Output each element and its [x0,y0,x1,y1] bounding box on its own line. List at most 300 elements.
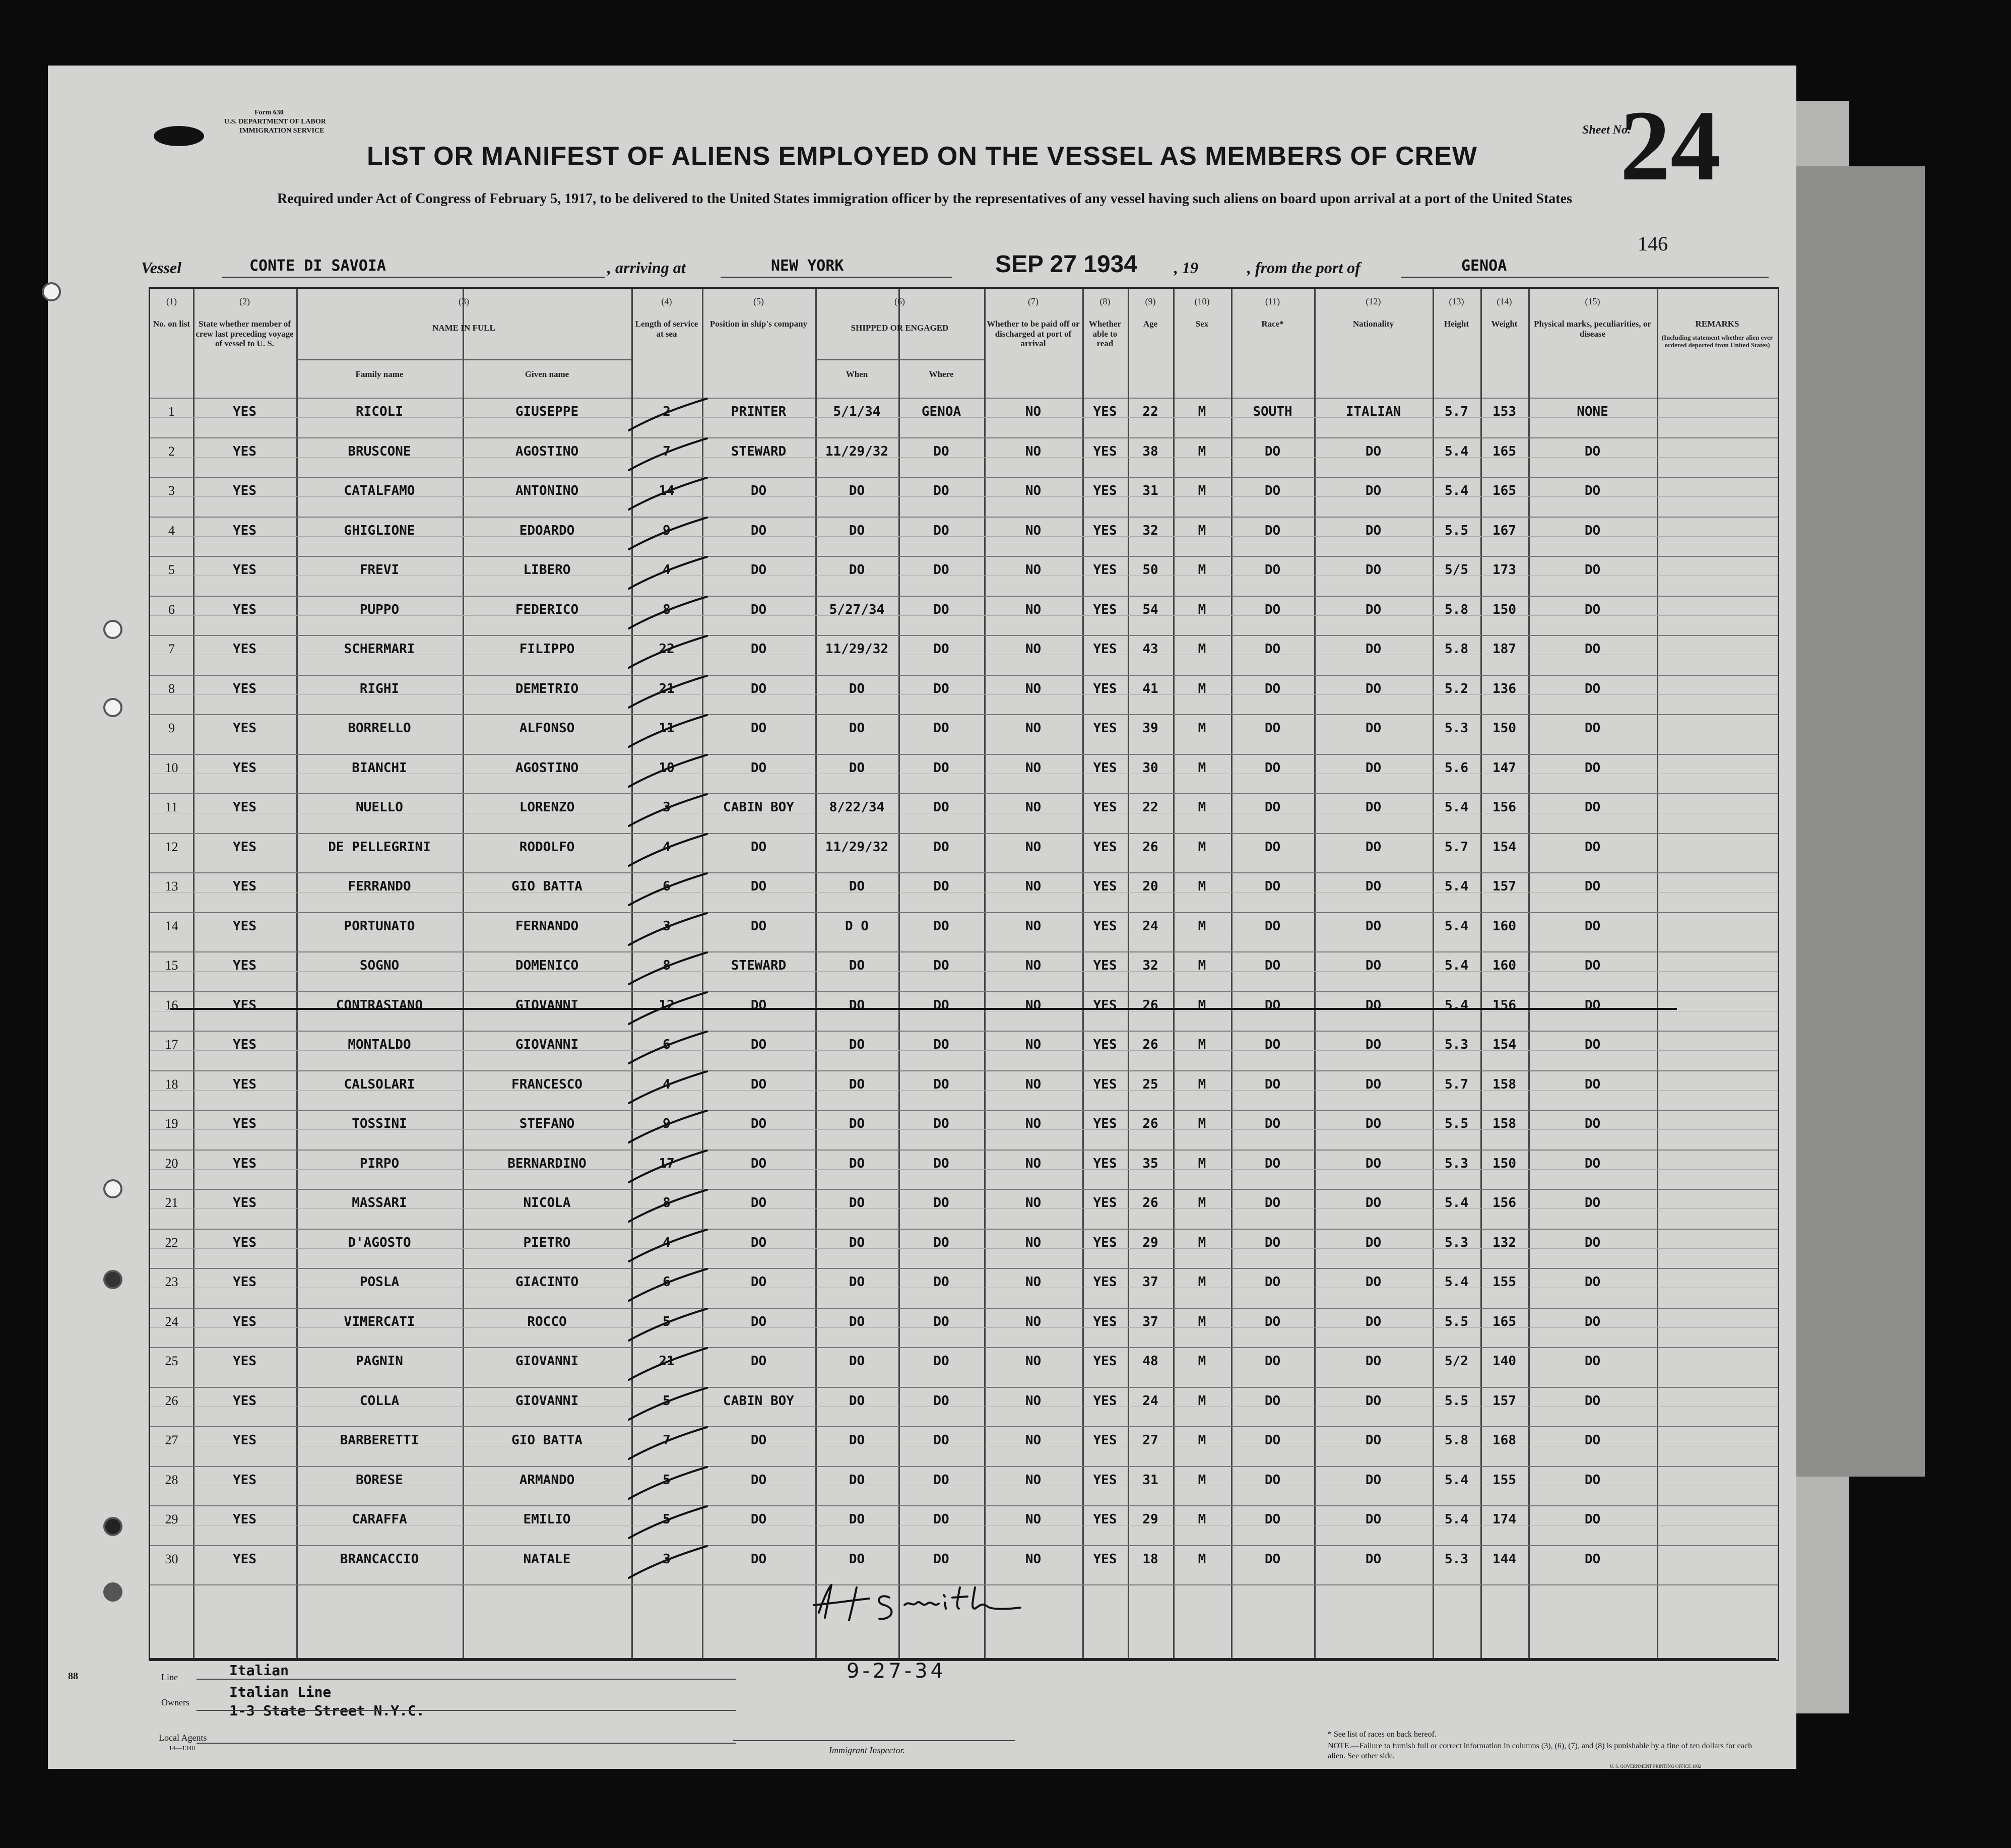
cell-when: DO [849,1551,865,1567]
cell-service: 4 [663,1235,671,1250]
cell-race: DO [1264,1393,1281,1409]
cell-read: YES [1093,1433,1117,1448]
cell-age: 50 [1142,562,1158,578]
cell-given: DOMENICO [515,958,579,974]
cell-where: DO [933,1195,949,1211]
cell-height: 5.7 [1445,1076,1468,1092]
where-subheader: Where [929,369,954,379]
column-header: Height [1444,319,1469,329]
service-name: IMMIGRATION SERVICE [239,127,325,135]
cell-nationality: DO [1365,642,1382,657]
note-races: * See list of races on back hereof. [1328,1730,1437,1739]
cell-paid: NO [1025,800,1042,815]
cell-member: YES [233,1551,256,1567]
tally-mark [621,1026,717,1071]
tally-mark [621,986,717,1032]
subheader-divider [898,359,899,398]
cell-weight: 150 [1493,602,1516,617]
cell-service: 5 [663,1472,671,1488]
cell-marks: DO [1584,443,1601,459]
cell-read: YES [1093,997,1117,1013]
cell-race: DO [1264,443,1281,459]
cell-weight: 140 [1493,1354,1516,1369]
owners-label: Owners [161,1697,189,1707]
cell-given: LIBERO [523,562,571,578]
cell-race: DO [1264,1472,1281,1488]
table-row [150,1189,1778,1229]
cell-age: 24 [1142,918,1158,934]
table-row [150,398,1778,437]
cell-position: DO [750,602,767,617]
cell-given: RODOLFO [519,839,575,855]
cell-age: 26 [1142,839,1158,855]
column-number: (1) [166,296,177,306]
cell-sex: M [1198,602,1206,617]
tally-mark [621,1500,717,1546]
cell-when: DO [849,483,865,499]
cell-weight: 174 [1493,1512,1516,1527]
cell-when: 11/29/32 [825,443,889,459]
cell-position: DO [750,562,767,578]
subheader-divider [463,359,464,398]
cell-height: 5.3 [1445,1551,1468,1567]
cell-given: FEDERICO [515,602,579,617]
cell-family: SCHERMARI [344,642,415,657]
cell-sex: M [1198,918,1206,934]
cell-given: NICOLA [523,1195,571,1211]
column-number: (6) [894,296,905,306]
cell-marks: DO [1584,1314,1601,1329]
cell-sex: M [1198,1156,1206,1171]
cell-where: DO [933,997,949,1013]
cell-nationality: DO [1365,1472,1382,1488]
cell-sex: M [1198,1037,1206,1053]
cell-height: 5.5 [1445,1314,1468,1329]
column-number: (14) [1497,296,1512,306]
tally-mark [621,512,717,557]
cell-weight: 165 [1493,483,1516,499]
column-header: NAME IN FULL [432,323,495,333]
cell-no: 30 [165,1551,178,1566]
cell-service: 7 [663,443,671,459]
page-number: 146 [1638,232,1668,255]
cell-weight: 157 [1493,879,1516,895]
cell-paid: NO [1025,1354,1042,1369]
cell-height: 5.3 [1445,1156,1468,1171]
cell-read: YES [1093,642,1117,657]
table-row [150,517,1778,556]
cell-no: 2 [168,443,175,459]
cell-no: 29 [165,1512,178,1527]
column-header: Sex [1195,319,1209,329]
cell-where: DO [933,642,949,657]
cell-height: 5.7 [1445,404,1468,420]
cell-height: 5.4 [1445,1512,1468,1527]
cell-age: 30 [1142,760,1158,776]
cell-marks: DO [1584,1551,1601,1567]
cell-position: DO [750,1512,767,1527]
cell-read: YES [1093,1393,1117,1409]
inspector-signature [809,1577,1071,1628]
cell-age: 26 [1142,1116,1158,1132]
cell-family: MONTALDO [348,1037,411,1053]
cell-age: 31 [1142,1472,1158,1488]
agents-label: Local Agents [159,1733,207,1743]
cell-nationality: DO [1365,443,1382,459]
cell-service: 5 [663,1512,671,1527]
cell-family: PIRPO [359,1156,400,1171]
cell-no: 5 [168,562,175,578]
cell-given: GIO BATTA [511,1433,582,1448]
cell-where: DO [933,523,949,538]
cell-where: DO [933,1354,949,1369]
cell-position: DO [750,1195,767,1211]
cell-where: DO [933,1512,949,1527]
tally-mark [621,907,717,952]
cell-weight: 156 [1493,997,1516,1013]
cell-marks: DO [1584,1156,1601,1171]
page-title: LIST OR MANIFEST OF ALIENS EMPLOYED ON THE VESSEL AS MEMBERS OF CREW [367,142,1477,171]
cell-paid: NO [1025,483,1042,499]
tally-mark [621,788,717,834]
subheader-divider [815,359,984,360]
form-number: Form 630 [254,109,284,116]
cell-when: 8/22/34 [829,800,885,815]
line-label: Line [161,1672,178,1682]
cell-sex: M [1198,1472,1206,1488]
cell-where: DO [933,562,949,578]
cell-marks: DO [1584,760,1601,776]
cell-age: 24 [1142,1393,1158,1409]
cell-race: DO [1264,1235,1281,1250]
cell-member: YES [233,800,256,815]
cell-read: YES [1093,404,1117,420]
cell-service: 11 [659,721,675,736]
column-number: (8) [1099,296,1111,306]
cell-weight: 155 [1493,1275,1516,1290]
cell-position: DO [750,760,767,776]
form-identifier [224,108,326,136]
cell-no: 6 [168,602,175,617]
cell-family: BARBERETTI [340,1433,419,1448]
table-row [150,477,1778,517]
cell-weight: 157 [1493,1393,1516,1409]
cell-service: 4 [663,1076,671,1092]
cell-sex: M [1198,1275,1206,1290]
cell-read: YES [1093,443,1117,459]
cell-no: 16 [165,997,178,1012]
column-header: Physical marks, peculiarities, or disease [1534,319,1651,339]
cell-member: YES [233,1037,256,1053]
cell-member: YES [233,681,256,696]
cell-marks: DO [1584,523,1601,538]
cell-family: BORESE [356,1472,403,1488]
cell-family: BIANCHI [352,760,407,776]
cell-service: 2 [663,404,671,420]
cell-where: DO [933,879,949,895]
cell-when: DO [849,760,865,776]
cell-race: DO [1264,839,1281,855]
cell-family: VIMERCATI [344,1314,415,1329]
table-row [150,1387,1778,1427]
cell-sex: M [1198,642,1206,657]
cell-when: DO [849,1472,865,1488]
cell-where: DO [933,721,949,736]
table-row [150,596,1778,635]
cell-where: DO [933,760,949,776]
cell-where: DO [933,681,949,696]
cell-given: ROCCO [527,1314,567,1329]
cell-nationality: DO [1365,1551,1382,1567]
cell-family: CATALFAMO [344,483,415,499]
cell-nationality: DO [1365,1393,1382,1409]
column-number: (10) [1194,296,1210,306]
punch-hole [103,1582,122,1602]
cell-where: DO [933,918,949,934]
cell-paid: NO [1025,839,1042,855]
cell-position: DO [750,642,767,657]
punch-hole [103,1270,122,1289]
cell-given: LORENZO [519,800,575,815]
cell-when: DO [849,958,865,974]
cell-marks: DO [1584,800,1601,815]
cell-height: 5.4 [1445,997,1468,1013]
cell-marks: DO [1584,681,1601,696]
cell-family: BRUSCONE [348,443,411,459]
cell-nationality: DO [1365,1235,1382,1250]
cell-when: 11/29/32 [825,839,889,855]
cell-position: DO [750,1433,767,1448]
punch-hole [103,1179,122,1198]
cell-family: NUELLO [356,800,403,815]
cell-member: YES [233,1472,256,1488]
cell-nationality: DO [1365,562,1382,578]
column-number: (9) [1145,296,1156,306]
owners-address: 1-3 State Street N.Y.C. [229,1702,425,1719]
cell-member: YES [233,642,256,657]
cell-paid: NO [1025,958,1042,974]
cell-service: 8 [663,1195,671,1211]
family-name-subheader: Family name [355,369,404,379]
cell-race: DO [1264,562,1281,578]
manifest-sheet [48,66,1796,1769]
cell-member: YES [233,443,256,459]
cell-family: RIGHI [359,681,400,696]
cell-service: 14 [659,483,675,499]
cell-marks: DO [1584,562,1601,578]
cell-paid: NO [1025,1037,1042,1053]
cell-member: YES [233,602,256,617]
cell-height: 5.4 [1445,1275,1468,1290]
column-number: (3) [459,296,469,306]
cell-position: DO [750,1275,767,1290]
cell-given: ALFONSO [519,721,575,736]
cell-service: 3 [663,918,671,934]
inspector-label: Immigrant Inspector. [829,1745,905,1755]
cell-weight: 156 [1493,1195,1516,1211]
cell-nationality: DO [1365,760,1382,776]
column-number: (13) [1449,296,1464,306]
cell-read: YES [1093,721,1117,736]
cell-age: 41 [1142,681,1158,696]
table-row [150,675,1778,715]
cell-member: YES [233,1116,256,1132]
cell-where: GENOA [921,404,961,420]
cell-nationality: DO [1365,1195,1382,1211]
tally-mark [621,591,717,636]
cell-race: DO [1264,879,1281,895]
cell-weight: 167 [1493,523,1516,538]
table-row [150,1426,1778,1466]
tally-mark [621,1144,717,1190]
tally-mark [621,946,717,992]
table-row [150,754,1778,794]
cell-family: RICOLI [356,404,403,420]
cell-age: 32 [1142,958,1158,974]
tally-mark [621,1105,717,1150]
cell-when: DO [849,1037,865,1053]
margin-number: 88 [68,1671,78,1682]
cell-position: DO [750,997,767,1013]
cell-given: FILIPPO [519,642,575,657]
cell-weight: 160 [1493,958,1516,974]
cell-when: DO [849,1393,865,1409]
cell-when: DO [849,1156,865,1171]
cell-read: YES [1093,1354,1117,1369]
subheader-divider [296,359,631,360]
cell-race: DO [1264,1275,1281,1290]
cell-read: YES [1093,879,1117,895]
cell-race: DO [1264,523,1281,538]
cell-position: DO [750,1235,767,1250]
tally-mark [621,432,717,478]
cell-no: 26 [165,1393,178,1408]
cell-race: SOUTH [1253,404,1292,420]
cell-paid: NO [1025,1235,1042,1250]
cell-member: YES [233,721,256,736]
cell-marks: DO [1584,1037,1601,1053]
cell-weight: 165 [1493,1314,1516,1329]
cell-age: 32 [1142,523,1158,538]
cell-family: CALSOLARI [344,1076,415,1092]
cell-weight: 144 [1493,1551,1516,1567]
cell-given: ANTONINO [515,483,579,499]
cell-given: AGOSTINO [515,760,579,776]
cell-age: 29 [1142,1235,1158,1250]
cell-member: YES [233,1235,256,1250]
cell-where: DO [933,1076,949,1092]
cell-height: 5.4 [1445,918,1468,934]
cell-read: YES [1093,1472,1117,1488]
cell-service: 4 [663,562,671,578]
cell-family: FERRANDO [348,879,411,895]
cell-read: YES [1093,918,1117,934]
cell-given: EDOARDO [519,523,575,538]
line-underline [197,1679,736,1680]
cell-member: YES [233,1156,256,1171]
cell-position: DO [750,1472,767,1488]
cell-position: DO [750,523,767,538]
cell-race: DO [1264,1116,1281,1132]
cell-given: FERNANDO [515,918,579,934]
when-subheader: When [846,369,868,379]
form-subtitle: Required under Act of Congress of February 5, 1917, to be delivered to the United States immigration officer by the representatives of any vessel having such aliens on board upon arrival at a port of the United States [277,191,1572,207]
cell-age: 29 [1142,1512,1158,1527]
cell-sex: M [1198,562,1206,578]
cell-when: DO [849,1314,865,1329]
column-header: Race* [1261,319,1284,329]
cell-when: DO [849,1116,865,1132]
cell-height: 5.2 [1445,681,1468,696]
cell-nationality: DO [1365,839,1382,855]
cell-position: DO [750,1314,767,1329]
column-header: Whether able to read [1088,319,1122,349]
cell-position: DO [750,1037,767,1053]
cell-nationality: DO [1365,1512,1382,1527]
column-number: (2) [239,296,250,306]
cell-race: DO [1264,642,1281,657]
cell-member: YES [233,562,256,578]
cell-race: DO [1264,1195,1281,1211]
cell-member: YES [233,1195,256,1211]
cell-service: 21 [659,681,675,696]
cell-marks: DO [1584,483,1601,499]
cell-member: YES [233,1433,256,1448]
cell-position: CABIN BOY [723,800,794,815]
table-row [150,1505,1778,1545]
column-header: Position in ship's company [709,319,808,329]
agents-underline [197,1743,736,1744]
cell-paid: NO [1025,1472,1042,1488]
cell-member: YES [233,918,256,934]
cell-where: DO [933,839,949,855]
cell-nationality: DO [1365,1275,1382,1290]
cell-marks: DO [1584,1195,1601,1211]
column-number: (7) [1028,296,1039,306]
cell-nationality: DO [1365,1156,1382,1171]
cell-paid: NO [1025,1551,1042,1567]
cell-no: 7 [168,642,175,657]
cell-family: CONTRASTANO [336,997,423,1013]
cell-member: YES [233,839,256,855]
table-row [150,1268,1778,1308]
from-port: GENOA [1461,257,1507,275]
cell-paid: NO [1025,1433,1042,1448]
cell-race: DO [1264,1076,1281,1092]
tally-mark [621,1224,717,1269]
column-number: (11) [1265,296,1280,306]
cell-sex: M [1198,760,1206,776]
cell-where: DO [933,958,949,974]
cell-sex: M [1198,879,1206,895]
cell-read: YES [1093,1076,1117,1092]
cell-weight: 165 [1493,443,1516,459]
cell-where: DO [933,443,949,459]
cell-nationality: DO [1365,1037,1382,1053]
cell-service: 8 [663,602,671,617]
tally-mark [621,1421,717,1467]
arriving-port: NEW YORK [771,257,844,275]
cell-service: 5 [663,1393,671,1409]
table-row [150,912,1778,952]
table-row [150,1347,1778,1387]
cell-when: DO [849,879,865,895]
cell-family: BRANCACCIO [340,1551,419,1567]
cell-sex: M [1198,1116,1206,1132]
tally-mark [621,1184,717,1229]
cell-when: DO [849,1275,865,1290]
cell-position: DO [750,839,767,855]
